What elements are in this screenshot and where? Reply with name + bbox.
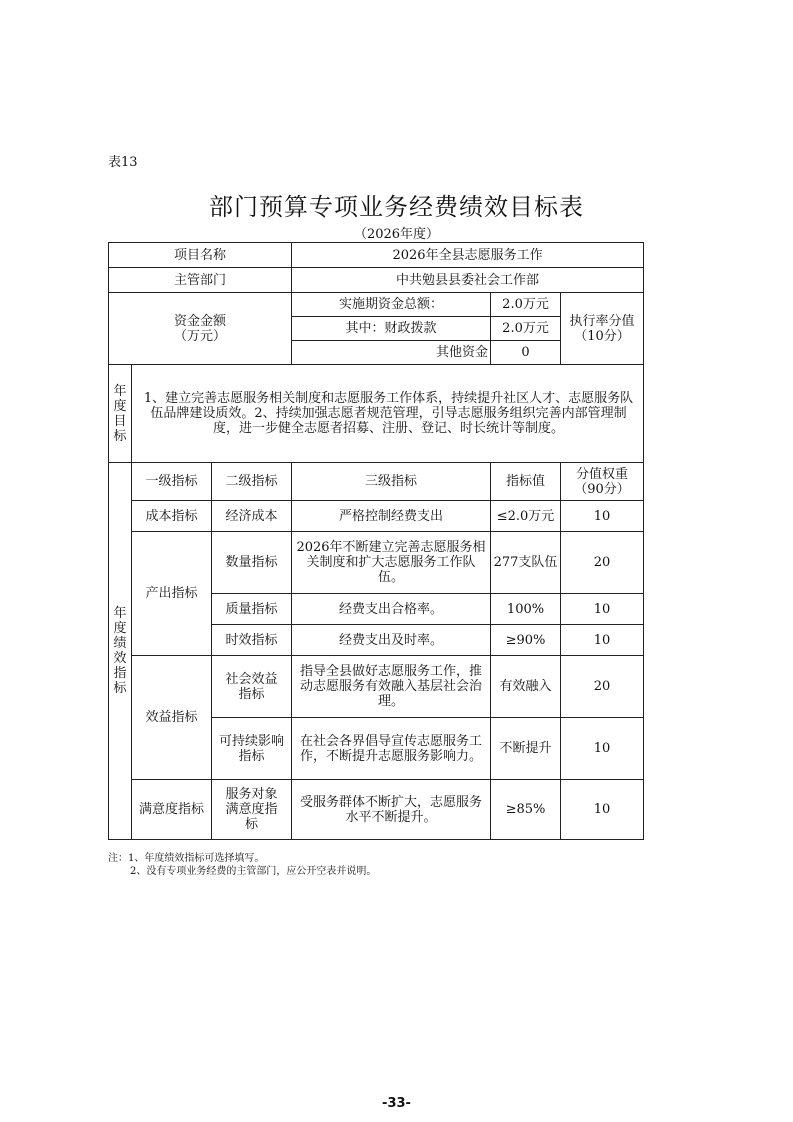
- exec-score-label: 执行率分值 （10分）: [561, 293, 644, 365]
- footnotes: [108, 852, 376, 878]
- header-l2: 二级指标: [212, 463, 292, 501]
- department: 中共勉县县委社会工作部: [292, 268, 644, 293]
- output-qty-value: 277支队伍: [491, 532, 561, 594]
- fiscal-funds-value: 2.0万元: [491, 317, 561, 341]
- cost-l2: 经济成本: [212, 501, 292, 532]
- benefit-l1: 效益指标: [132, 656, 212, 780]
- output-time-l3: 经费支出及时率。: [292, 625, 491, 656]
- benefit-sustain-value: 不断提升: [491, 718, 561, 780]
- output-quality-l2: 质量指标: [212, 594, 292, 625]
- performance-table: [108, 242, 644, 840]
- output-qty-l2: 数量指标: [212, 532, 292, 594]
- satisfaction-value: ≥85%: [491, 780, 561, 840]
- benefit-social-l2: 社会效益指标: [212, 656, 292, 718]
- satisfaction-l2: 服务对象满意度指标: [212, 780, 292, 840]
- benefit-sustain-l3: 在社会各界倡导宣传志愿服务工作，不断提升志愿服务影响力。: [292, 718, 491, 780]
- page-title: 部门预算专项业务经费绩效目标表: [209, 193, 584, 221]
- header-weight: 分值权重 （90分）: [561, 463, 644, 501]
- footnote-1: 注：1、年度绩效指标可选择填写。: [108, 853, 265, 864]
- satisfaction-l3: 受服务群体不断扩大，志愿服务水平不断提升。: [292, 780, 491, 840]
- table-number: 表13: [108, 155, 138, 170]
- output-quality-l3: 经费支出合格率。: [292, 594, 491, 625]
- department-label: 主管部门: [109, 268, 292, 293]
- other-funds-label: 其他资金: [292, 341, 491, 365]
- output-time-value: ≥90%: [491, 625, 561, 656]
- footnote-2: 2、没有专项业务经费的主管部门，应公开空表并说明。: [130, 866, 377, 877]
- cost-value: ≤2.0万元: [491, 501, 561, 532]
- annual-goal-text: 1、建立完善志愿服务相关制度和志愿服务工作体系，持续提升社区人才、志愿服务队伍品牌建设质效。2、持续加强志愿者规范管理，引导志愿服务组织完善内部管理制度，进一步健全志愿者招募、注册、登记、时长统计等制度。: [132, 365, 644, 463]
- output-quality-weight: 10: [561, 594, 644, 625]
- satisfaction-l1: 满意度指标: [132, 780, 212, 840]
- output-time-l2: 时效指标: [212, 625, 292, 656]
- project-name-label: 项目名称: [109, 243, 292, 268]
- output-l1: 产出指标: [132, 532, 212, 656]
- year-note: （2026年度）: [353, 227, 440, 242]
- total-funds-label: 实施期资金总额：: [292, 293, 491, 317]
- annual-goal-label: 年度目标: [109, 365, 132, 463]
- project-name: 2026年全县志愿服务工作: [292, 243, 644, 268]
- benefit-social-l3: 指导全县做好志愿服务工作，推动志愿服务有效融入基层社会治理。: [292, 656, 491, 718]
- output-qty-weight: 20: [561, 532, 644, 594]
- indicators-side-label: 年度绩效指标: [109, 463, 132, 840]
- benefit-sustain-l2: 可持续影响指标: [212, 718, 292, 780]
- funds-label: 资金金额 （万元）: [109, 293, 292, 365]
- other-funds-value: 0: [491, 341, 561, 365]
- header-value: 指标值: [491, 463, 561, 501]
- header-l1: 一级指标: [132, 463, 212, 501]
- page-number: -33-: [382, 1096, 411, 1111]
- cost-l3: 严格控制经费支出: [292, 501, 491, 532]
- benefit-social-weight: 20: [561, 656, 644, 718]
- cost-weight: 10: [561, 501, 644, 532]
- cost-l1: 成本指标: [132, 501, 212, 532]
- output-time-weight: 10: [561, 625, 644, 656]
- output-qty-l3: 2026年不断建立完善志愿服务相关制度和扩大志愿服务工作队伍。: [292, 532, 491, 594]
- header-l3: 三级指标: [292, 463, 491, 501]
- satisfaction-weight: 10: [561, 780, 644, 840]
- output-quality-value: 100%: [491, 594, 561, 625]
- total-funds-value: 2.0万元: [491, 293, 561, 317]
- fiscal-funds-label: 其中：财政拨款: [292, 317, 491, 341]
- benefit-social-value: 有效融入: [491, 656, 561, 718]
- benefit-sustain-weight: 10: [561, 718, 644, 780]
